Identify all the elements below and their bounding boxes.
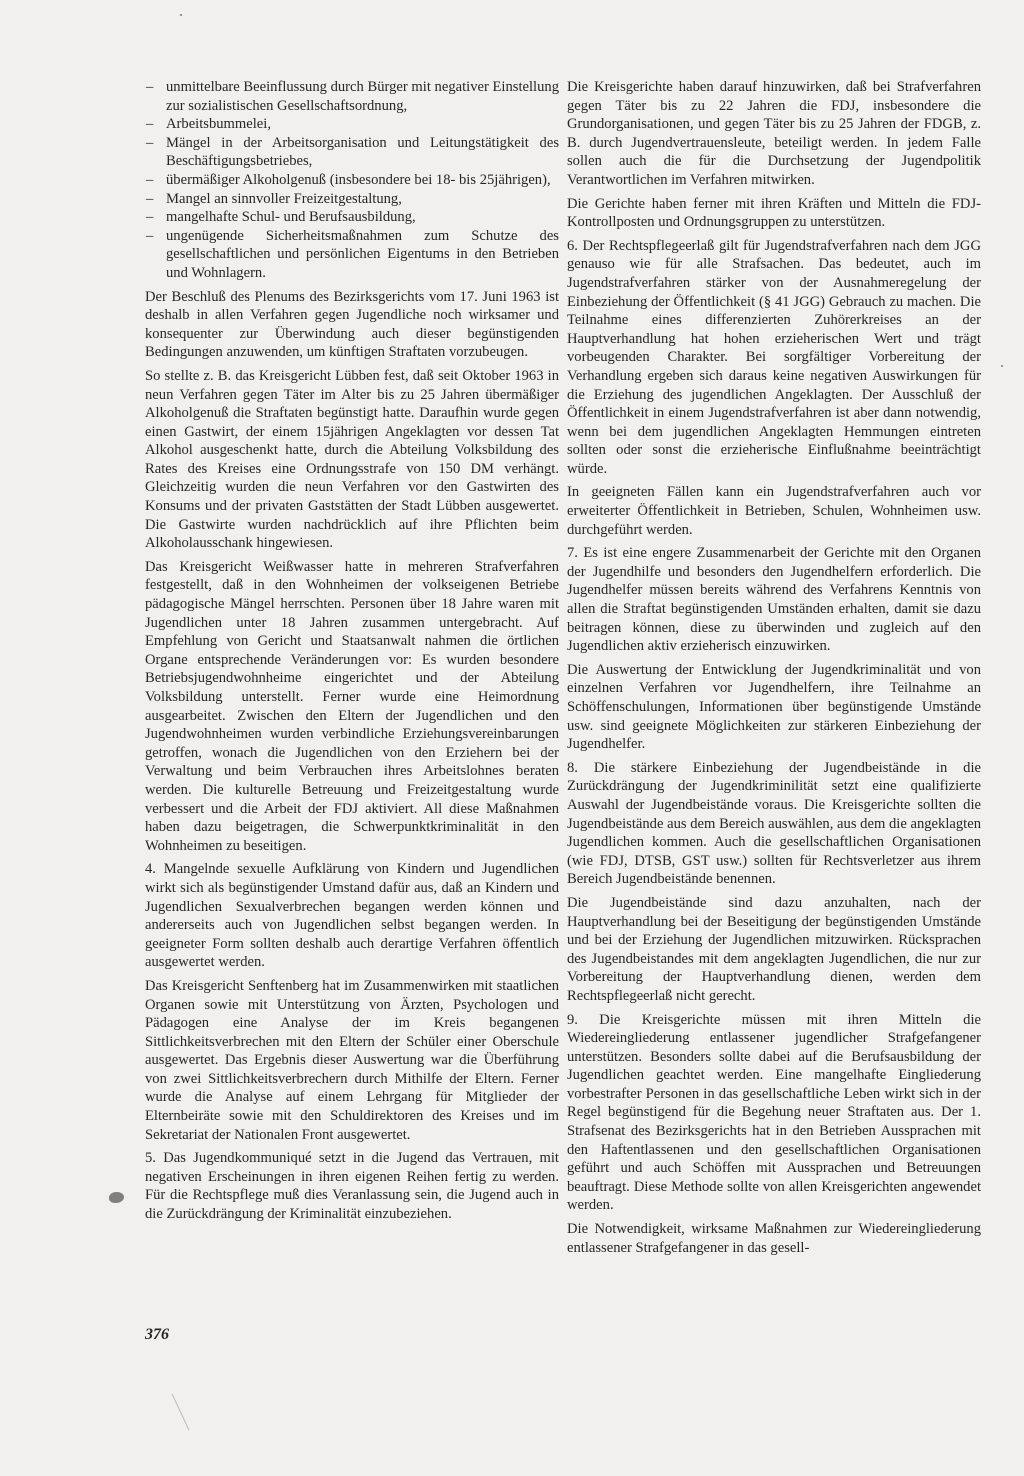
paragraph: Die Kreisgerichte haben darauf hinzuwirken, daß bei Strafverfahren gegen Täter bis zu 22 Jahren die FDJ, insbesondere die Grundorganisationen, und gegen Täter bis zu 25 Jahren der FDGB, z. B. durch Jugendvertrauensleute, beteiligt werden. In jedem Falle sollen auch die für die Durchsetzung der Jugendpolitik Verantwortlichen im Verfahren mitwirken. — [567, 79, 981, 188]
ink-blot — [109, 1192, 124, 1203]
left-column — [145, 78, 559, 1229]
scan-speck — [180, 14, 182, 16]
paragraph: Das Kreisgericht Senftenberg hat im Zusammenwirken mit staatlichen Organen sowie mit Unterstützung von Ärzten, Psychologen und Pädagogen eine Analyse der im Kreis begangenen Sittlichkeitsverbrechen mit den Eltern der Schüler einer Oberschule ausgewertet. Das Ergebnis dieser Auswertung war die Überführung von zwei Sittlichkeitsverbrechern durch Mithilfe der Eltern. Ferner wurde die Analyse auf einem Lehrgang für Mitglieder der Elternbeiräte sowie mit den Schuldirektoren des Kreises und im Sekretariat der Nationalen Front ausgewertet. — [145, 977, 559, 1143]
risk-factor-list — [145, 78, 559, 283]
paragraph: In geeigneten Fällen kann ein Jugendstrafverfahren auch vor erweiterter Öffentlichkeit in Betrieben, Schulen, Wohnheimen usw. durchgeführt werden. — [567, 484, 981, 538]
list-item: – mangelhafte Schul- und Berufsausbildung, — [145, 208, 559, 227]
list-item: – Mangel an sinnvoller Freizeitgestaltung, — [145, 190, 559, 209]
paragraph: So stellte z. B. das Kreisgericht Lübben fest, daß seit Oktober 1963 in neun Verfahren gegen Täter im Alter bis zu 25 Jahren übermäßiger Alkoholgenuß die Straftaten begünstigt hatte. Daraufhin wurde gegen einen Gastwirt, der einem 15jährigen Angeklagten vor dessen Tat Alkohol ausgeschenkt hatte, durch die Abteilung Volksbildung des Rates des Kreises eine Ordnungsstrafe von 150 DM verhängt. Gleichzeitig wurden die neun Verfahren vor den Gastwirten des Konsums und der privaten Gaststätten der Stadt Lübben ausgewertet. Die Gastwirte wurden nachdrücklich auf ihre Pflichten beim Alkoholausschank hingewiesen. — [145, 367, 559, 552]
list-item: – ungenügende Sicherheitsmaßnahmen zum Schutze des gesellschaftlichen und persönlichen Eigentums in den Betrieben und Wohnlagern. — [145, 227, 559, 283]
paragraph: 7. Es ist eine engere Zusammenarbeit der Gerichte mit den Organen der Jugendhilfe und besonders den Jugendhelfern erforderlich. Die Jugendhelfer müssen bereits während des Verfahrens Kenntnis von allen die Straftat begünstigenden Umständen erhalten, damit sie dazu beitragen können, diese zu überwinden und zugleich auf den Jugendlichen aktiv erzieherisch einzuwirken. — [567, 545, 981, 655]
paragraph: Die Notwendigkeit, wirksame Maßnahmen zur Wiedereingliederung entlassener Strafgefangener in das gesell- — [567, 1221, 981, 1256]
paragraph: 9. Die Kreisgerichte müssen mit ihren Mitteln die Wiedereingliederung entlassener jugendlicher Strafgefangener unterstützen. Besonders sollte dabei auf die Berufsausbildung der Jugendlichen geachtet werden. Eine mangelhafte Eingliederung vorbestrafter Personen in das gesellschaftliche Leben wirkt sich in der Regel begünstigend für die Begehung neuer Straftaten aus. Der 1. Strafsenat des Bezirksgerichts hat in den Betrieben Aussprachen mit den Haftentlassenen und den gesellschaftlichen Organisationen geführt und auch Schöffen mit Aussprachen und Betreuungen beauftragt. Diese Methode sollte von allen Kreisgerichten angewendet werden. — [567, 1011, 981, 1214]
page-number: 376 — [145, 1326, 169, 1343]
paragraph: 5. Das Jugendkommuniqué setzt in die Jugend das Vertrauen, mit negativen Erscheinungen in ihren eigenen Reihen fertig zu werden. Für die Rechtspflege muß dies Veranlassung sein, die Jugend auch in die Zurückdrängung der Kriminalität einzubeziehen. — [145, 1150, 559, 1223]
paragraph: Die Auswertung der Entwicklung der Jugendkriminalität und von einzelnen Verfahren vor Jugendhelfern, ihre Teilnahme an Schöffenschulungen, Informationen über begünstigende Umstände usw. sind geeignete Möglichkeiten zur stärkeren Einbeziehung der Jugendhelfer. — [567, 661, 981, 753]
paragraph: 8. Die stärkere Einbeziehung der Jugendbeistände in die Zurückdrängung der Jugendkriminilität setzt eine qualifizierte Auswahl der Jugendbeistände voraus. Die Kreisgerichte sollten die Jugendbeistände aus dem Bereich auswählen, aus dem die angeklagten Jugendlichen kommen. Auch die gesellschaftlichen Organisationen (wie FDJ, DTSB, GST usw.) sollten für Rechtsverletzer aus ihrem Bereich Jugendbeistände benennen. — [567, 759, 981, 888]
paragraph: Das Kreisgericht Weißwasser hatte in mehreren Strafverfahren festgestellt, daß in den Wohnheimen der volkseigenen Betriebe pädagogische Mängel herrschten. Personen über 18 Jahre waren mit Jugendlichen unter 18 Jahren zusammen untergebracht. Auf Empfehlung von Gericht und Staatsanwalt nahmen die örtlichen Organe entsprechende Veränderungen vor: Es wurden besondere Betriebsjugendwohnheime eingerichtet und der Abteilung Volksbildung unterstellt. Ferner wurde eine Heimordnung ausgearbeitet. Zwischen den Eltern der Jugendlichen und den Jugendwohnheimen wurden verbindliche Erziehungsvereinbarungen getroffen, wonach die Jugendlichen von den Erziehern bei der Verwaltung und beim Verbrauchen ihres Arbeitslohnes beraten werden. Die kulturelle Betreuung und Freizeitgestaltung wurde verbessert und die Arbeit der FDJ aktiviert. All diese Maßnahmen haben dazu beigetragen, die Schwerpunktkriminalität in den Wohnheimen zu beseitigen. — [145, 558, 559, 854]
paragraph: Die Jugendbeistände sind dazu anzuhalten, nach der Hauptverhandlung bei der Beseitigung der begünstigenden Umstände und bei der Erziehung der Jugendlichen mitzuwirken. Rücksprachen des Jugendbeistandes mit dem angeklagten Jugendlichen, die nur zur Vorbereitung der Hauptverhandlung dienen, werden dem Rechtspflegeerlaß nicht gerecht. — [567, 894, 981, 1004]
list-item: – Arbeitsbummelei, — [145, 115, 559, 134]
list-item: – übermäßiger Alkoholgenuß (insbesondere bei 18- bis 25jährigen), — [145, 171, 559, 190]
paragraph: 4. Mangelnde sexuelle Aufklärung von Kindern und Jugendlichen wirkt sich als begünstigender Umstand dafür aus, daß an Kindern und Jugendlichen Sexualverbrechen begangen werden können und andererseits auch von Jugendlichen selbst begangen werden. In geeigneter Form sollten deshalb auch derartige Verfahren öffentlich ausgewertet werden. — [145, 861, 559, 971]
paragraph: 6. Der Rechtspflegeerlaß gilt für Jugendstrafverfahren nach dem JGG genauso wie für alle Strafsachen. Das bedeutet, auch im Jugendstrafverfahren stärker von der Ausnahmeregelung der Einbeziehung der Öffentlichkeit (§ 41 JGG) Gebrauch zu machen. Die Teilnahme eines differenzierten Zuhörerkreises an der Hauptverhandlung hat hohen erzieherischen Wert und trägt vorbeugenden Charakter. Bei sorgfältiger Vorbereitung der Verhandlung ergeben sich daraus keine negativen Auswirkungen für die Erziehung des jugendlichen Angeklagten. Der Ausschluß der Öffentlichkeit in einem Jugendstrafverfahren ist aber dann notwendig, wenn bei dem jugendlichen Angeklagten Hemmungen eintreten sollten oder sonst die erzieherische Einflußnahme beeinträchtigt würde. — [567, 237, 981, 477]
scan-speck — [1001, 365, 1003, 367]
list-item: – unmittelbare Beeinflussung durch Bürger mit negativer Einstellung zur sozialistischen Gesellschaftsordnung, — [145, 78, 559, 115]
right-column — [567, 78, 981, 1262]
list-item: – Mängel in der Arbeitsorganisation und Leitungstätigkeit des Beschäftigungsbetriebes, — [145, 134, 559, 171]
scan-mark — [172, 1394, 190, 1431]
paragraph: Der Beschluß des Plenums des Bezirksgerichts vom 17. Juni 1963 ist deshalb in allen Verfahren gegen Jugendliche noch wirksamer und konsequenter zur Überwindung auch dieser begünstigenden Bedingungen anzuwenden, um künftigen Straftaten vorzubeugen. — [145, 288, 559, 361]
paragraph: Die Gerichte haben ferner mit ihren Kräften und Mitteln die FDJ-Kontrollposten und Ordnungsgruppen zu unterstützen. — [567, 195, 981, 231]
